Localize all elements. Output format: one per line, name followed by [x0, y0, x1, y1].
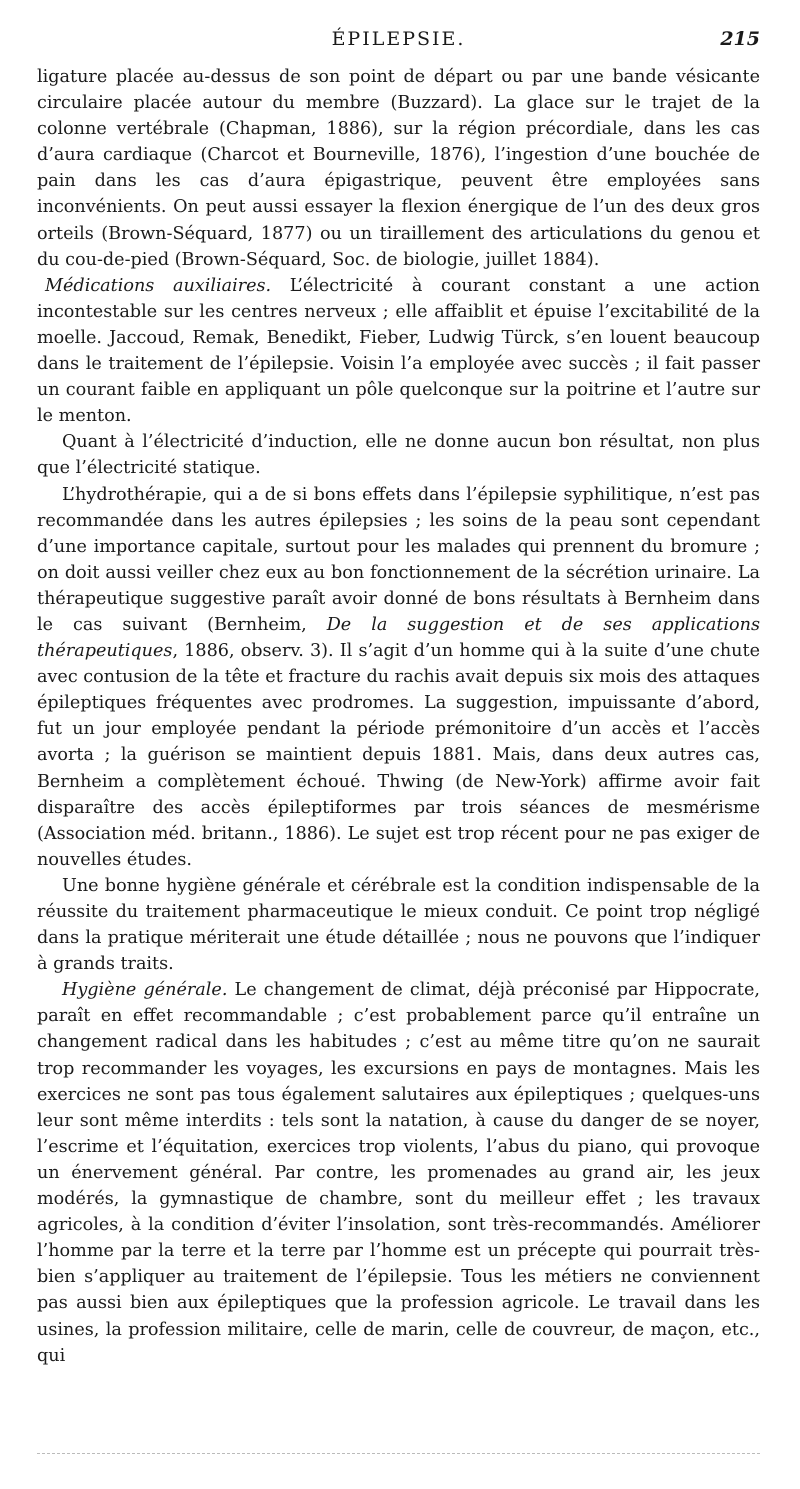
paragraph-ligature — [37, 64, 760, 273]
paragraph-text: L’électricité à courant constant a une action incontestable sur les centres nerveux ; elle affaiblit et épuise l’excitabilité de la moelle. Jaccoud, Remak, Benedikt, Fieber, Ludwig Türck, s’en louent beaucoup dans le traitement de l’épilepsie. Voisin l’a employée avec succès ; il fait passer un courant faible en appliquant un pôle quelconque sur la poitrine et l’autre sur le menton. — [37, 275, 760, 427]
paragraph-hygiene-generale — [37, 977, 760, 1368]
footer-rule — [37, 1453, 760, 1454]
paragraph-text: Une bonne hygiène générale et cérébrale est la condition indispensable de la réussite du traitement pharmaceutique le mieux conduit. Ce point trop négligé dans la pratique mériterait une étude détaillée ; nous ne pouvons que l’indiquer à grands traits. — [37, 875, 760, 975]
paragraph-medications-auxiliaires — [37, 273, 760, 430]
paragraph-electricite-induction — [37, 429, 760, 481]
section-heading-hygiene-generale: Hygiène générale. — [62, 980, 228, 1001]
paragraph-text: L’hydrothérapie, qui a de si bons effets dans l’épilepsie syphilitique, n’est pas recommandée dans les autres épilepsies ; les soins de la peau sont cependant d’une importance capitale, surtout pour les malades qui prennent du bromure ; on doit aussi veiller chez eux au bon fonctionnement de la sécrétion urinaire. La thérapeutique suggestive paraît avoir donné de bons résultats à Bernheim dans le cas suivant (Bernheim, — [37, 484, 760, 635]
paragraph-text: Quant à l’électricité d’induction, elle ne donne aucun bon résultat, non plus que l’électricité statique. — [37, 432, 760, 479]
body-text — [37, 64, 760, 1369]
page-number: 215 — [720, 28, 760, 50]
running-head — [37, 28, 760, 54]
paragraph-hygiene-cerebrale — [37, 873, 760, 977]
paragraph-hydrotherapie — [37, 482, 760, 873]
paragraph-text: Le changement de climat, déjà préconisé par Hippocrate, paraît en effet recommandable ; c’est probablement parce qu’il entraîne un changement radical dans les habitudes ; c’est au même titre qu’on ne saurait trop recommander les voyages, les excursions en pays de montagnes. Mais les exercices ne sont pas tous également salutaires aux épileptiques ; quelques-uns leur sont même interdits : tels sont la natation, à cause du danger de se noyer, l’escrime et l’équitation, exercices trop violents, l’abus du piano, qui provoque un énervement général. Par contre, les promenades au grand air, les jeux modérés, la gymnastique de chambre, sont du meilleur effet ; les travaux agricoles, à la condition d’éviter l’insolation, sont très-recommandés. Améliorer l’homme par la terre et la terre par l’homme est un précepte qui pourrait très-bien s’appliquer au traitement de l’épilepsie. Tous les métiers ne conviennent pas aussi bien aux épileptiques que la profession agricole. Le travail dans les usines, la profession militaire, celle de marin, celle de couvreur, de maçon, etc., qui — [37, 980, 760, 1366]
paragraph-text: , 1886, observ. 3). Il s’agit d’un homme qui à la suite d’une chute avec contusion de la tête et fracture du rachis avait depuis six mois des attaques épileptiques fréquentes avec prodromes. La suggestion, impuissante d’abord, fut un jour employée pendant la période prémonitoire d’un accès et l’accès avorta ; la guérison se maintient depuis 1881. Mais, dans deux autres cas, Bernheim a complètement échoué. Thwing (de New-York) affirme avoir fait disparaître des accès épileptiformes par trois séances de mesmérisme (Association méd. britann., 1886). Le sujet est trop récent pour ne pas exiger de nouvelles études. — [37, 641, 760, 870]
running-head-title: ÉPILEPSIE. — [331, 28, 466, 50]
section-heading-medications-auxiliaires: Médications auxiliaires. — [45, 275, 272, 296]
paragraph-text: ligature placée au-dessus de son point de départ ou par une bande vésicante circulaire placée autour du membre (Buzzard). La glace sur le trajet de la colonne vertébrale (Chapman, 1886), sur la région précordiale, dans les cas d’aura cardiaque (Charcot et Bourneville, 1876), l’ingestion d’une bouchée de pain dans les cas d’aura épigastrique, peuvent être employées sans inconvénients. On peut aussi essayer la flexion énergique de l’un des deux gros orteils (Brown-Séquard, 1877) ou un tiraillement des articulations du genou et du cou-de-pied (Brown-Séquard, Soc. de biologie, juillet 1884). — [37, 67, 760, 270]
cited-book-title: De la suggestion et de ses applications thérapeutiques — [37, 614, 760, 662]
